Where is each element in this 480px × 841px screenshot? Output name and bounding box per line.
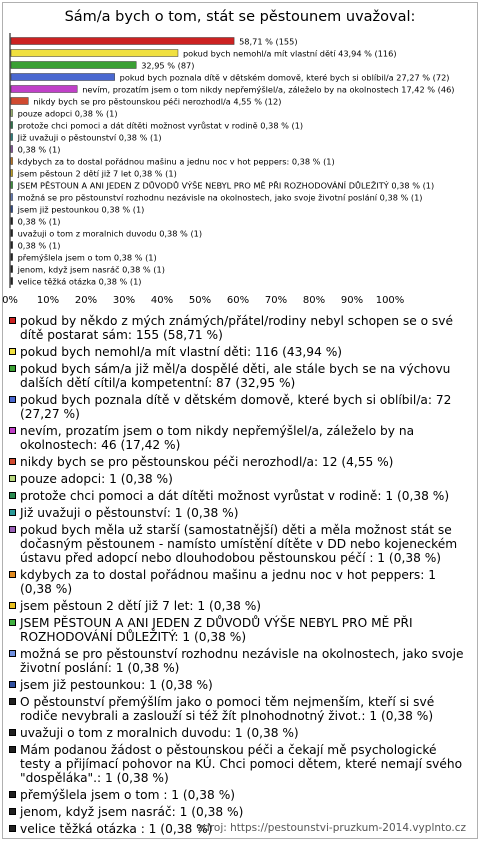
bar-13 [11,182,13,189]
bar-label-3: 32,95 % (87) [141,60,195,71]
bar-19 [11,254,13,261]
bar-label-21: velice těžká otázka 0,38 % (1) [17,276,142,287]
legend-swatch [9,698,16,705]
legend-label: O pěstounství přemýšlím jako o pomoci těm nejmenším, kteří si své rodiče nevybrali a zaslouží si též žít plnohodnotný život.: 1 (0,38 %) [20,695,435,723]
bar-label-9: Již uvažuji o pěstounství 0,38 % (1) [17,132,162,143]
legend-swatch [9,746,16,753]
bar-label-4: pokud bych poznala dítě v dětském domově, které bych si oblíbil/a 27,27 % (72) [119,72,450,83]
bar-7 [11,110,13,117]
legend-label: jsem již pestounkou: 1 (0,38 %) [20,678,213,692]
legend-item [8,726,470,740]
legend-item [8,647,470,675]
legend-swatch [9,791,16,798]
legend-swatch [9,729,16,736]
bar-3 [11,62,136,69]
legend-label: Mám podanou žádost o pěstounskou péči a čekají mě psychologické testy a přijímací pohovor na KÚ. Chci pomoci dětem, které nemají svého "dospěláka".: 1 (0,38 %) [20,743,463,785]
legend-item [8,472,470,486]
bar-label-10: 0,38 % (1) [17,144,61,155]
legend-label: možná se pro pěstounství rozhodnu nezávisle na okolnostech, jako svoje životní poslání: 1 (0,38 %) [20,647,464,675]
bar-17 [11,230,13,237]
bar-label-12: jsem pěstoun 2 dětí již 7 let 0,38 % (1) [17,168,177,179]
bar-16 [11,218,13,225]
x-tick-50pct: 50% [188,295,212,306]
legend-label: JSEM PĚSTOUN A ANI JEDEN Z DŮVODŮ VÝŠE NEBYL PRO MĚ PŘI ROZHODOVÁNÍ DŮLEŽITÝ: 1 (0,38 %) [20,616,413,644]
bar-label-14: možná se pro pěstounství rozhodnu nezávisle na okolnostech, jako svoje životní poslání 0,38 % (1) [17,192,423,203]
x-tick-90pct: 90% [340,295,364,306]
x-tick-70pct: 70% [264,295,288,306]
legend-swatch [9,509,16,516]
bar-label-17: uvažuji o tom z moralnich duvodu 0,38 % (1) [17,228,203,239]
x-tick-80pct: 80% [302,295,326,306]
legend-swatch [9,602,16,609]
legend-item [8,345,470,359]
legend-item [8,599,470,613]
legend-item [8,362,470,390]
x-tick-100pct: 100% [375,295,405,306]
legend-label: pokud bych měla už starší (samostatnější) děti a měla možnost stát se dočasným pěstounem - namísto umístění dítěte v DD nebo kojeneckém ústavu před adopcí nebo dlouhodobou pěstounskou péčí : 1 (0,38 %) [20,523,458,565]
bar-9 [11,134,13,141]
bar-18 [11,242,13,249]
legend-swatch [9,825,16,832]
legend-item [8,743,470,785]
x-tick-40pct: 40% [150,295,174,306]
bar-5 [11,86,77,93]
legend-item [8,523,470,565]
legend-item [8,616,470,644]
legend-item [8,695,470,723]
x-tick-0pct: 0% [2,295,18,306]
legend-swatch [9,348,16,355]
legend-swatch [9,365,16,372]
x-tick-20pct: 20% [74,295,98,306]
bar-12 [11,170,13,177]
bar-chart [0,0,480,310]
legend-swatch [9,650,16,657]
bar-label-8: protože chci pomoci a dát dítěti možnost vyrůstat v rodině 0,38 % (1) [17,120,304,131]
legend-swatch [9,619,16,626]
legend-swatch [9,681,16,688]
legend-item [8,568,470,596]
legend-label: pokud bych sám/a již měl/a dospělé děti, ale stále bych se na výchovu dalších dětí cítil/a kompetentní: 87 (32,95 %) [20,362,451,390]
legend-item [8,393,470,421]
legend-label: protože chci pomoci a dát dítěti možnost vyrůstat v rodině: 1 (0,38 %) [20,489,450,503]
legend-label: jsem pěstoun 2 dětí již 7 let: 1 (0,38 %) [20,599,262,613]
chart-legend [8,314,470,839]
legend-label: uvažuji o tom z moralnich duvodu: 1 (0,38 %) [20,726,299,740]
legend-swatch [9,317,16,324]
legend-label: jenom, když jsem nasráč: 1 (0,38 %) [20,805,244,819]
bar-8 [11,122,13,129]
legend-item [8,455,470,469]
x-tick-10pct: 10% [36,295,60,306]
legend-item [8,424,470,452]
legend-swatch [9,571,16,578]
legend-label: nevím, prozatím jsem o tom nikdy nepřemýšlel/a, záleželo by na okolnostech: 46 (17,42 %) [20,424,415,452]
legend-label: pokud bych nemohl/a mít vlastní děti: 116 (43,94 %) [20,345,343,359]
bar-label-16: 0,38 % (1) [17,216,61,227]
legend-item [8,489,470,503]
x-tick-30pct: 30% [112,295,136,306]
legend-swatch [9,475,16,482]
legend-label: kdybych za to dostal pořádnou mašinu a jednu noc v hot peppers: 1 (0,38 %) [20,568,436,596]
bar-21 [11,278,13,285]
bar-label-11: kdybych za to dostal pořádnou mašinu a jednu noc v hot peppers: 0,38 % (1) [17,156,335,167]
legend-label: nikdy bych se pro pěstounskou péči nerozhodl/a: 12 (4,55 %) [20,455,394,469]
legend-swatch [9,492,16,499]
bar-6 [11,98,28,105]
x-tick-60pct: 60% [226,295,250,306]
bar-label-6: nikdy bych se pro pěstounskou péči nerozhodl/a 4,55 % (12) [33,96,282,107]
bar-label-20: jenom, když jsem nasráč 0,38 % (1) [17,264,165,275]
bar-4 [11,74,115,81]
legend-label: pokud by někdo z mých známých/přátel/rodiny nebyl schopen se o své dítě postarat sám: 155 (58,71 %) [20,314,453,342]
legend-swatch [9,808,16,815]
legend-label: velice těžká otázka : 1 (0,38 %) [20,822,213,836]
bar-label-18: 0,38 % (1) [17,240,61,251]
legend-swatch [9,458,16,465]
legend-swatch [9,427,16,434]
legend-item [8,678,470,692]
legend-label: Již uvažuji o pěstounství: 1 (0,38 %) [20,506,239,520]
bar-15 [11,206,13,213]
bar-2 [11,50,178,57]
chart-title: Sám/a bych o tom, stát se pěstounem uvažoval: [64,9,416,25]
bar-14 [11,194,13,201]
legend-swatch [9,396,16,403]
bar-label-1: 58,71 % (155) [239,36,298,47]
legend-label: pouze adopci: 1 (0,38 %) [20,472,173,486]
bar-label-7: pouze adopci 0,38 % (1) [17,108,118,119]
bar-label-13: JSEM PĚSTOUN A ANI JEDEN Z DŮVODŮ VÝŠE NEBYL PRO MĚ PŘI ROZHODOVÁNÍ DŮLEŽITÝ 0,38 % (1) [17,180,435,191]
legend-label: pokud bych poznala dítě v dětském domově, které bych si oblíbil/a: 72 (27,27 %) [20,393,452,421]
legend-item [8,788,470,802]
bar-label-5: nevím, prozatím jsem o tom nikdy nepřemýšlel/a, záleželo by na okolnostech 17,42 % (46) [82,84,455,95]
legend-item [8,805,470,819]
bar-11 [11,158,13,165]
bar-label-2: pokud bych nemohl/a mít vlastní dětí 43,94 % (116) [182,48,397,59]
bar-20 [11,266,13,273]
source-note: zdroj: https://pestounstvi-pruzkum-2014.vyplnto.cz [197,822,466,834]
legend-label: přemýšlela jsem o tom : 1 (0,38 %) [20,788,236,802]
bar-label-15: jsem již pestounkou 0,38 % (1) [17,204,145,215]
bar-label-19: přemýšlela jsem o tom 0,38 % (1) [17,252,157,263]
bar-1 [11,38,234,45]
legend-item [8,506,470,520]
bar-10 [11,146,13,153]
legend-swatch [9,526,16,533]
legend-item [8,314,470,342]
